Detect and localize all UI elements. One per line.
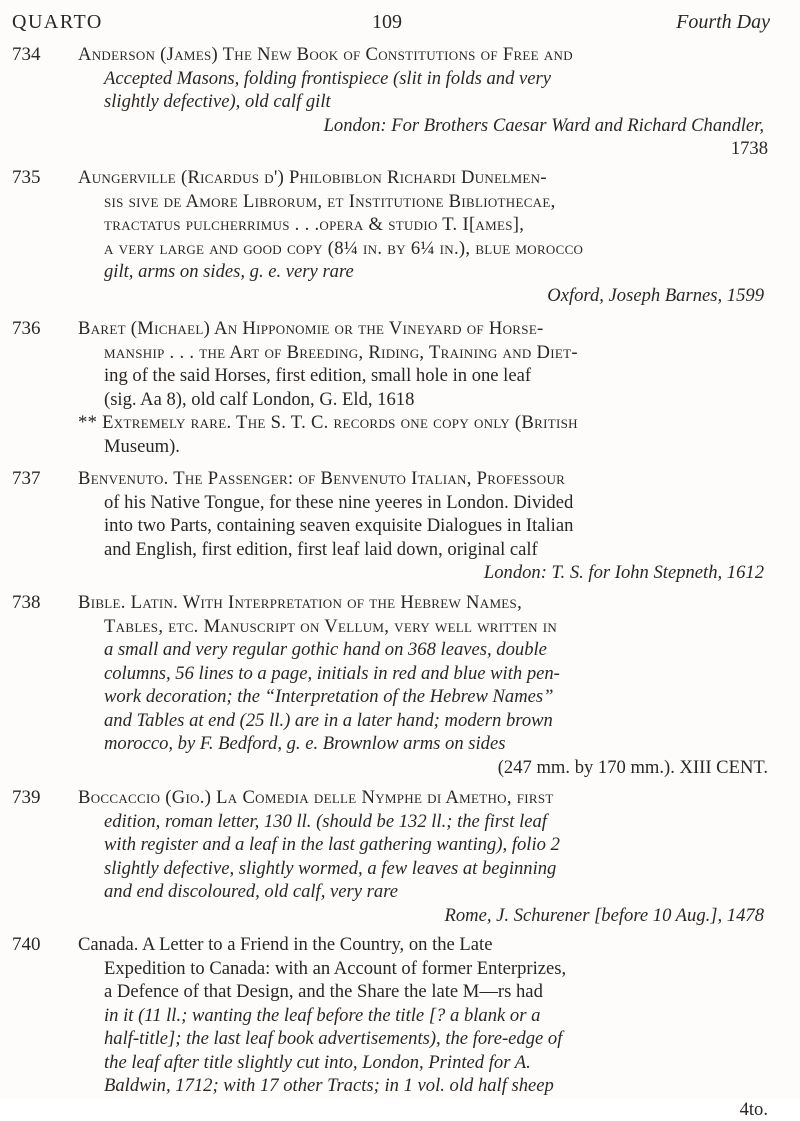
dimensions-line: (247 mm. by 170 mm.). XIII CENT. (78, 756, 768, 780)
sale-day-heading: Fourth Day (676, 11, 770, 34)
lot-description (78, 933, 768, 1121)
description-line: a Defence of that Design, and the Share the late M—rs had (78, 980, 768, 1004)
description-line: manship . . . the Art of Breeding, Riding, Training and Diet- (78, 341, 768, 365)
lot-number: 740 (12, 933, 41, 957)
description-line: a very large and good copy (8¼ in. by 6¼ in.), blue morocco (78, 237, 768, 261)
imprint-line: London: For Brothers Caesar Ward and Richard Chandler, (78, 114, 768, 138)
lot-number: 739 (12, 786, 41, 810)
description-line: of his Native Tongue, for these nine yeeres in London. Divided (78, 491, 768, 515)
lot-description (78, 467, 768, 585)
format-line: 4to. (78, 1098, 768, 1121)
lot-number: 735 (12, 166, 41, 190)
description-line: the leaf after title slightly cut into, London, Printed for A. (78, 1051, 768, 1075)
description-line: Bible. Latin. With Interpretation of the Hebrew Names, (78, 591, 768, 615)
description-line: Aungerville (Ricardus d') Philobiblon Richardi Dunelmen- (78, 166, 768, 190)
description-line: work decoration; the “Interpretation of the Hebrew Names” (78, 685, 768, 709)
lot-description (78, 43, 768, 161)
description-line: Tables, etc. Manuscript on Vellum, very well written in (78, 615, 768, 639)
lot-description (78, 786, 768, 927)
description-line: ing of the said Horses, first edition, small hole in one leaf (78, 364, 768, 388)
imprint-line: Rome, J. Schurener [before 10 Aug.], 1478 (78, 904, 768, 928)
description-line: sis sive de Amore Librorum, et Institutione Bibliothecae, (78, 190, 768, 214)
running-head (0, 11, 800, 37)
lot-number: 736 (12, 317, 41, 341)
page-number: 109 (372, 11, 402, 34)
imprint-line: Oxford, Joseph Barnes, 1599 (78, 284, 768, 308)
description-line: tractatus pulcherrimus . . .opera & studio T. I[ames], (78, 213, 768, 237)
description-line: columns, 56 lines to a page, initials in red and blue with pen- (78, 662, 768, 686)
lot-description (78, 591, 768, 779)
description-line: and end discoloured, old calf, very rare (78, 880, 768, 904)
description-line: Benvenuto. The Passenger: of Benvenuto Italian, Professour (78, 467, 768, 491)
description-line: with register and a leaf in the last gathering wanting), folio 2 (78, 833, 768, 857)
lot-description (78, 317, 768, 458)
description-line: Expedition to Canada: with an Account of former Enterprizes, (78, 957, 768, 981)
description-line: into two Parts, containing seaven exquisite Dialogues in Italian (78, 514, 768, 538)
description-line: and English, first edition, first leaf laid down, original calf (78, 538, 768, 562)
description-line: (sig. Aa 8), old calf London, G. Eld, 1618 (78, 388, 768, 412)
lot-description (78, 166, 768, 307)
description-line: half-title]; the last leaf book advertisements), the fore-edge of (78, 1027, 768, 1051)
description-line: in it (11 ll.; wanting the leaf before the title [? a blank or a (78, 1004, 768, 1028)
description-line: gilt, arms on sides, g. e. very rare (78, 260, 768, 284)
note-line: ** Extremely rare. The S. T. C. records one copy only (British (78, 411, 768, 435)
imprint-date: 1738 (78, 137, 768, 161)
imprint-line: London: T. S. for Iohn Stepneth, 1612 (78, 561, 768, 585)
description-line: Accepted Masons, folding frontispiece (slit in folds and very (78, 67, 768, 91)
note-line: Museum). (78, 435, 768, 459)
description-line: morocco, by F. Bedford, g. e. Brownlow arms on sides (78, 732, 768, 756)
description-line: Anderson (James) The New Book of Constitutions of Free and (78, 43, 768, 67)
description-line: and Tables at end (25 ll.) are in a later hand; modern brown (78, 709, 768, 733)
format-heading: QUARTO (12, 11, 103, 34)
lot-number: 734 (12, 43, 41, 67)
description-line: Baldwin, 1712; with 17 other Tracts; in 1 vol. old half sheep (78, 1074, 768, 1098)
lot-number: 737 (12, 467, 41, 491)
description-line: Canada. A Letter to a Friend in the Country, on the Late (78, 933, 768, 957)
description-line: edition, roman letter, 130 ll. (should be 132 ll.; the first leaf (78, 810, 768, 834)
lot-number: 738 (12, 591, 41, 615)
description-line: Baret (Michael) An Hipponomie or the Vineyard of Horse- (78, 317, 768, 341)
description-line: a small and very regular gothic hand on 368 leaves, double (78, 638, 768, 662)
description-line: slightly defective), old calf gilt (78, 90, 768, 114)
description-line: Boccaccio (Gio.) La Comedia delle Nymphe di Ametho, first (78, 786, 768, 810)
description-line: slightly defective, slightly wormed, a few leaves at beginning (78, 857, 768, 881)
